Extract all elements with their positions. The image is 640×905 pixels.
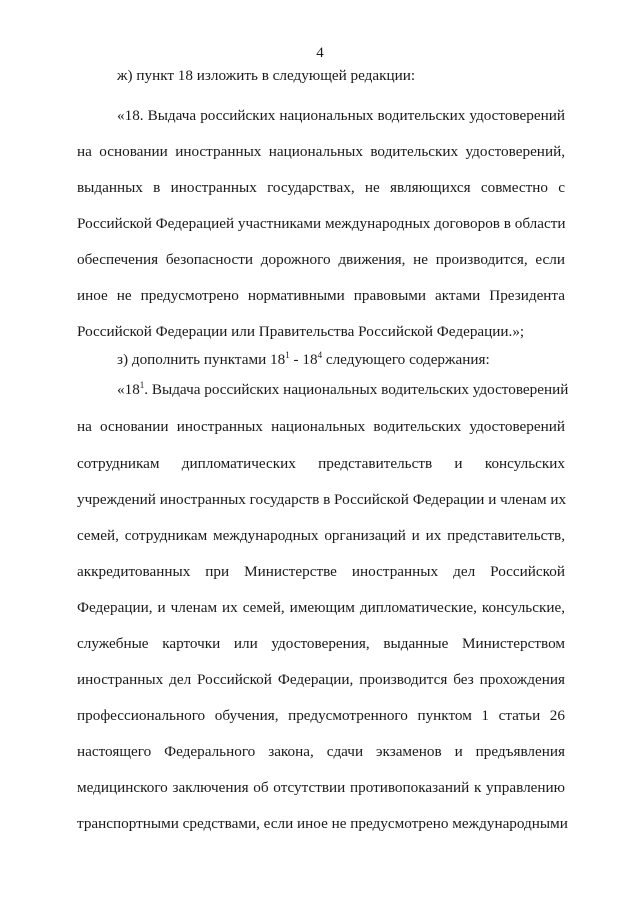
item-zh-heading: ж) пункт 18 изложить в следующей редакции:: [117, 67, 416, 84]
paragraph-18-line: обеспечения безопасности дорожного движения, не производится, если: [77, 251, 565, 268]
paragraph-18-1-line: Федерации, и членам их семей, имеющим дипломатические, консульские,: [77, 599, 565, 616]
paragraph-18-1-line: семей, сотрудникам международных организаций и их представительств,: [77, 527, 565, 544]
paragraph-18-1-line: медицинского заключения об отсутствии противопоказаний к управлению: [77, 779, 565, 796]
paragraph-18-line: на основании иностранных национальных водительских удостоверений,: [77, 143, 565, 160]
paragraph-18-1-prefix: «18: [117, 381, 140, 398]
paragraph-18-1-line: на основании иностранных национальных водительских удостоверений: [77, 418, 565, 435]
paragraph-18-line: иное не предусмотрено нормативными правовыми актами Президента: [77, 287, 565, 304]
item-z-suffix: следующего содержания:: [322, 351, 490, 368]
paragraph-18-line: выданных в иностранных государствах, не являющихся совместно с: [77, 179, 565, 196]
item-z-prefix: з) дополнить пунктами 18: [117, 351, 286, 368]
page-number: 4: [316, 45, 324, 61]
paragraph-18-1-line: служебные карточки или удостоверения, выданные Министерством: [77, 635, 565, 652]
paragraph-18-1-line: учреждений иностранных государств в Российской Федерации и членам их: [77, 491, 567, 508]
paragraph-18-1-line: сотрудникам дипломатических представительств и консульских: [77, 455, 565, 472]
paragraph-18-1-line: [117, 380, 569, 399]
item-z-middle: - 18: [289, 351, 318, 368]
paragraph-18-1-line: настоящего Федерального закона, сдачи экзаменов и предъявления: [77, 743, 565, 760]
paragraph-18-1-line: аккредитованных при Министерстве иностранных дел Российской: [77, 563, 565, 580]
paragraph-18-line: «18. Выдача российских национальных водительских удостоверений: [117, 107, 565, 124]
superscript: 1: [139, 380, 145, 390]
superscript: 4: [317, 350, 323, 360]
paragraph-18-line: Российской Федерации или Правительства Российской Федерации.»;: [77, 323, 525, 340]
paragraph-18-line: Российской Федерацией участниками международных договоров в области: [77, 215, 566, 232]
paragraph-18-1-line: профессионального обучения, предусмотренного пунктом 1 статьи 26: [77, 707, 565, 724]
paragraph-18-1-first-text: . Выдача российских национальных водительских удостоверений: [144, 381, 569, 398]
paragraph-18-1-line: транспортными средствами, если иное не предусмотрено международными: [77, 815, 568, 832]
paragraph-18-1-line: иностранных дел Российской Федерации, производится без прохождения: [77, 671, 565, 688]
superscript: 1: [285, 350, 290, 360]
item-z-heading: [117, 351, 565, 369]
